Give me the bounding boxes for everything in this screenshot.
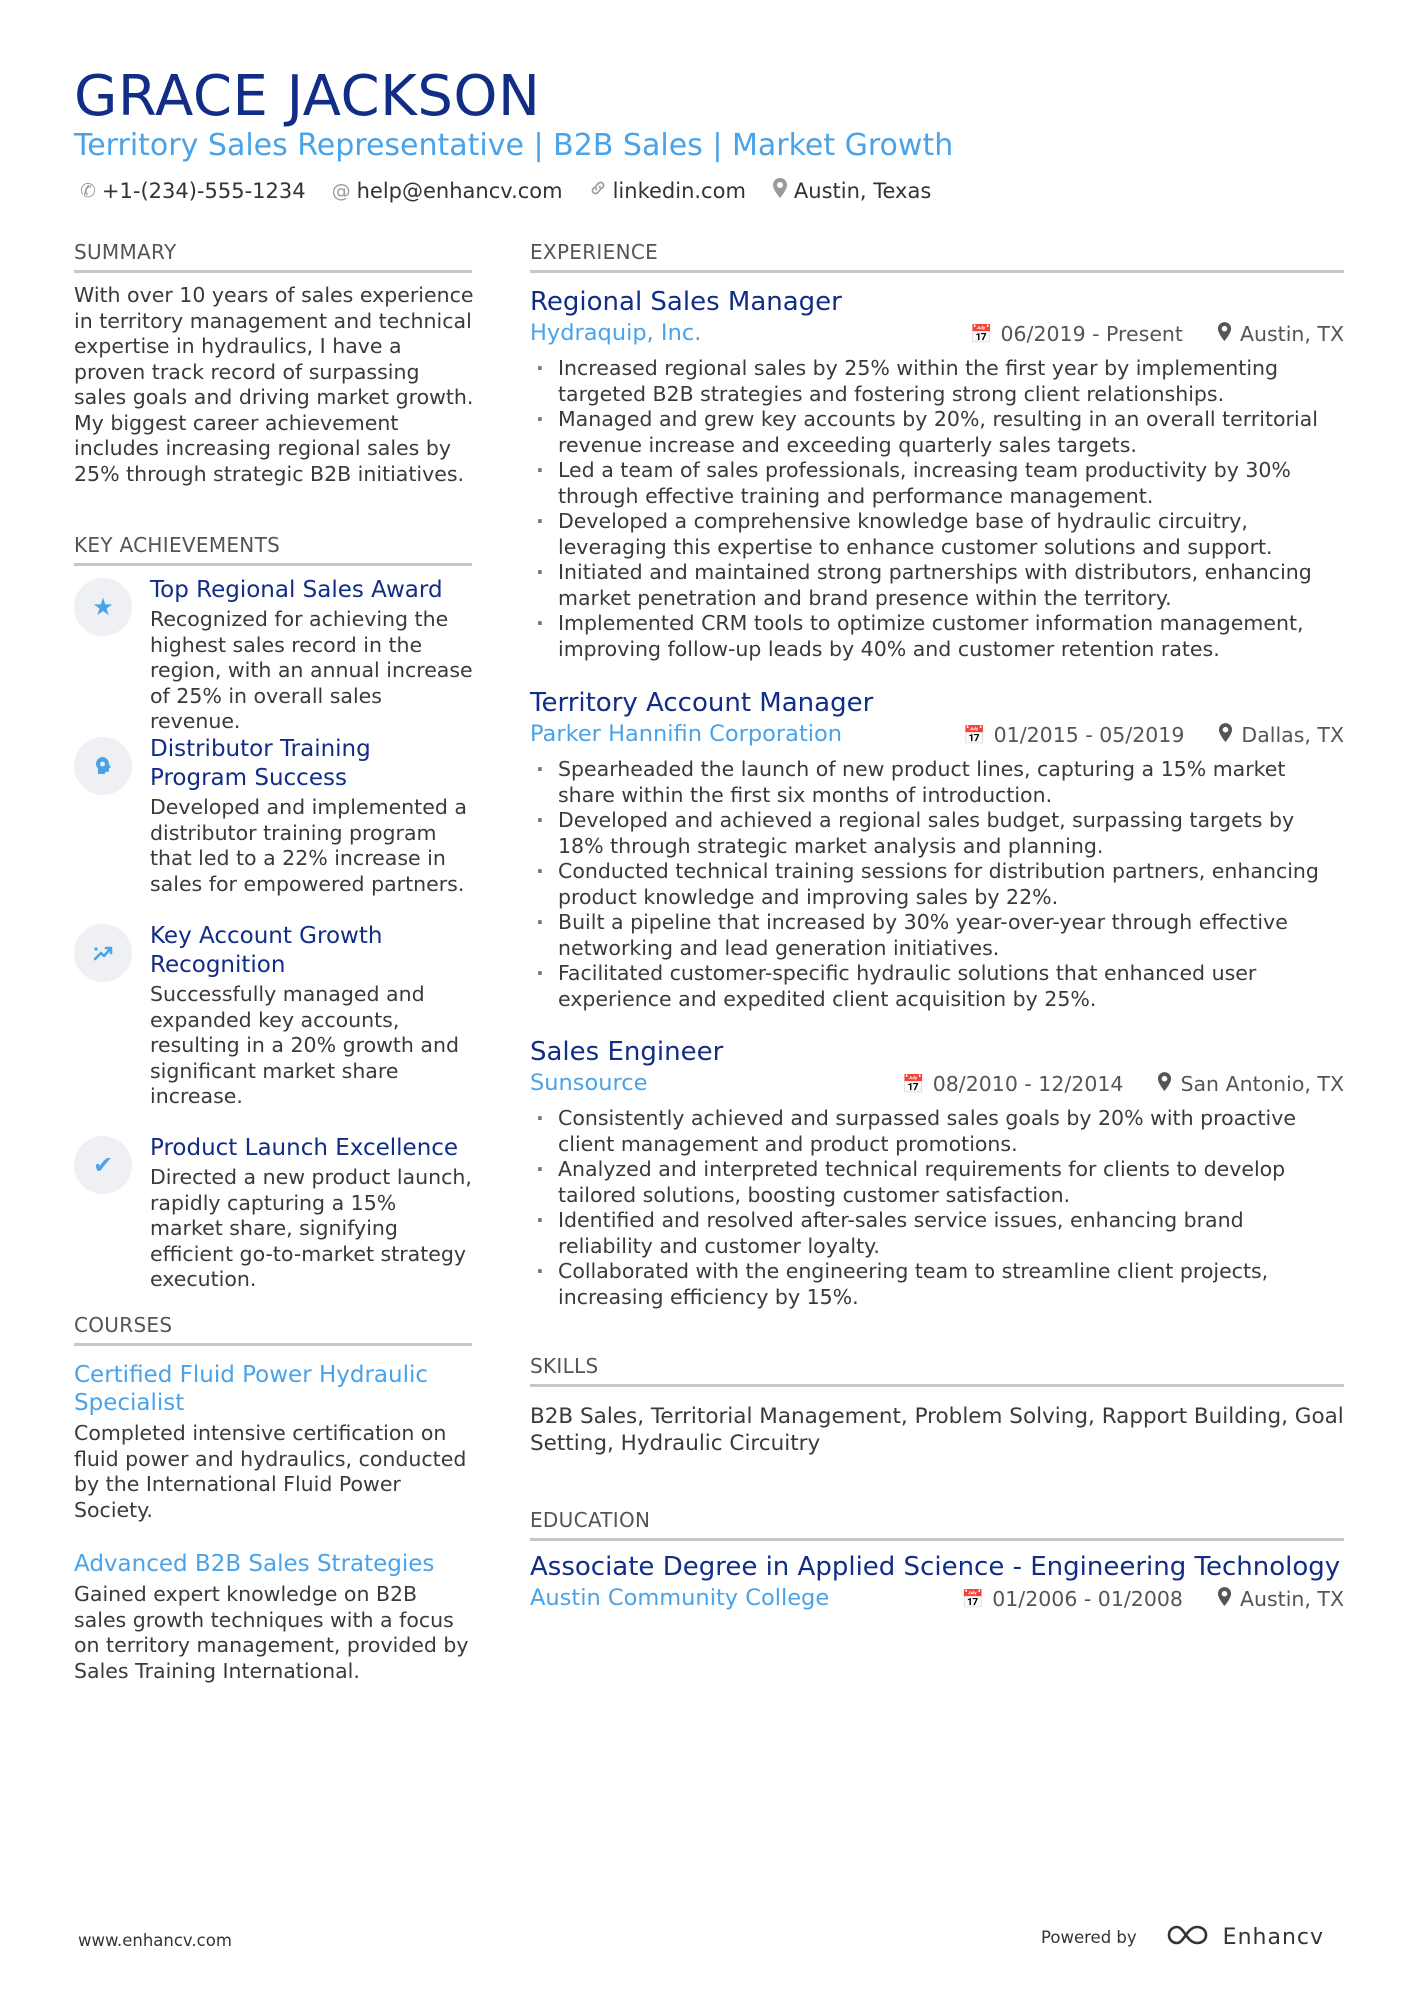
education-heading: EDUCATION (530, 1508, 1344, 1541)
link-icon (589, 179, 607, 202)
job-bullet: · Analyzed and interpreted technical requirements for clients to develop tailored solutions, boosting customer satisfaction. (530, 1157, 1344, 1208)
job-bullet: · Initiated and maintained strong partnerships with distributors, enhancing market penetration and brand presence within the territory. (530, 560, 1344, 611)
experience-heading: EXPERIENCE (530, 240, 1344, 273)
job-title: Sales Engineer (530, 1037, 724, 1067)
job-bullet: · Spearheaded the launch of new product lines, capturing a 15% market share within the first six months of introduction. (530, 757, 1344, 808)
course-item (74, 1550, 474, 1684)
courses-heading: COURSES (74, 1313, 472, 1346)
job-bullet: · Consistently achieved and surpassed sales goals by 20% with proactive client management and product promotions. (530, 1106, 1344, 1157)
phone-text: +1-(234)-555-1234 (101, 178, 306, 203)
calendar-icon: 📅 (970, 323, 993, 345)
enhancv-logo-icon (1165, 1922, 1213, 1952)
phone-icon: ✆ (80, 179, 96, 202)
job-location: Austin, TX (1239, 322, 1344, 346)
course-title: Advanced B2B Sales Strategies (74, 1551, 435, 1577)
education-entry (530, 1551, 1344, 1621)
location-pin-icon (1217, 1587, 1232, 1611)
experience-entry (530, 286, 1344, 662)
job-bullet: · Identified and resolved after-sales service issues, enhancing brand reliability and customer loyalty. (530, 1208, 1344, 1259)
linkedin-text: linkedin.com (612, 178, 746, 203)
head-brain-icon (74, 737, 132, 795)
experience-entry (530, 687, 1344, 1012)
footer-branding[interactable] (1041, 1922, 1324, 1952)
achievement-desc: Recognized for achieving the highest sales record in the region, with an annual increase of 25% in overall sales revenue. (150, 607, 473, 733)
contact-bar (80, 178, 957, 203)
company-name: Parker Hannifin Corporation (530, 721, 843, 747)
education-dates: 01/2006 - 01/2008 (992, 1587, 1183, 1611)
job-bullet: · Led a team of sales professionals, increasing team productivity by 30% through effective training and performance management. (530, 458, 1344, 509)
summary-text: With over 10 years of sales experience in territory management and technical expertise in hydraulics, I have a proven track record of surpassing sales goals and driving market growth. My biggest career achievement includes increasing regional sales by 25% through strategic B2B initiatives. (74, 283, 474, 486)
job-dates: 01/2015 - 05/2019 (993, 723, 1185, 747)
location-pin-icon (772, 178, 788, 203)
footer-website[interactable]: www.enhancv.com (78, 1931, 232, 1950)
achievement-title: Product Launch Excellence (150, 1135, 459, 1161)
job-bullet: · Implemented CRM tools to optimize customer information management, improving follow-up leads by 40% and customer retention rates. (530, 611, 1344, 662)
job-bullet: · Conducted technical training sessions for distribution partners, enhancing product knowledge and improving sales by 22%. (530, 859, 1344, 910)
job-dates: 06/2019 - Present (1000, 322, 1183, 346)
education-location: Austin, TX (1239, 1587, 1344, 1611)
course-item (74, 1361, 474, 1523)
course-title: Certified Fluid Power Hydraulic Specialist (74, 1362, 429, 1416)
job-bullet: · Developed a comprehensive knowledge base of hydraulic circuitry, leveraging this expertise to enhance customer solutions and support. (530, 509, 1344, 560)
candidate-name: GRACE JACKSON (74, 64, 541, 129)
job-title: Territory Account Manager (530, 688, 874, 718)
job-bullets (530, 356, 1344, 662)
candidate-headline: Territory Sales Representative | B2B Sales | Market Growth (74, 128, 954, 163)
summary-heading: SUMMARY (74, 240, 472, 273)
at-icon: @ (331, 179, 351, 202)
achievement-title: Key Account Growth Recognition (150, 923, 383, 978)
job-bullets (530, 757, 1344, 1012)
email-text: help@enhancv.com (356, 178, 563, 203)
job-dates: 08/2010 - 12/2014 (932, 1072, 1124, 1096)
checkmark-icon: ✔ (74, 1136, 132, 1194)
experience-entry (530, 1036, 1344, 1310)
skills-text: B2B Sales, Territorial Management, Problem Solving, Rapport Building, Goal Setting, Hydraulic Circuitry (530, 1404, 1344, 1456)
calendar-icon: 📅 (963, 724, 986, 746)
calendar-icon: 📅 (902, 1073, 925, 1095)
job-bullet: · Managed and grew key accounts by 20%, resulting in an overall territorial revenue increase and exceeding quarterly sales targets. (530, 407, 1344, 458)
calendar-icon: 📅 (961, 1588, 985, 1610)
job-bullet: · Built a pipeline that increased by 30% year-over-year through effective networking and lead generation initiatives. (530, 910, 1344, 961)
achievements-heading: KEY ACHIEVEMENTS (74, 533, 472, 566)
job-bullet: · Developed and achieved a regional sales budget, surpassing targets by 18% through strategic market analysis and planning. (530, 808, 1344, 859)
location-text: Austin, Texas (793, 178, 932, 203)
company-name: Sunsource (530, 1070, 648, 1096)
job-location: San Antonio, TX (1180, 1072, 1344, 1096)
job-bullet: · Increased regional sales by 25% within the first year by implementing targeted B2B strategies and fostering strong client relationships. (530, 356, 1344, 407)
job-title: Regional Sales Manager (530, 287, 842, 317)
job-bullet: · Collaborated with the engineering team to streamline client projects, increasing efficiency by 15%. (530, 1259, 1344, 1310)
contact-email[interactable] (332, 179, 563, 203)
job-bullet: · Facilitated customer-specific hydraulic solutions that enhanced user experience and expedited client acquisition by 25%. (530, 961, 1344, 1012)
course-desc: Completed intensive certification on fluid power and hydraulics, conducted by the International Fluid Power Society. (74, 1421, 467, 1522)
star-icon: ★ (74, 578, 132, 636)
achievement-desc: Directed a new product launch, rapidly capturing a 15% market share, signifying efficient go-to-market strategy execution. (150, 1165, 472, 1291)
company-name: Hydraquip, Inc. (530, 320, 702, 346)
job-location: Dallas, TX (1241, 723, 1344, 747)
achievement-title: Top Regional Sales Award (150, 577, 443, 603)
location-pin-icon (1218, 723, 1233, 747)
skills-heading: SKILLS (530, 1354, 1344, 1387)
location-pin-icon (1157, 1072, 1172, 1096)
contact-linkedin[interactable] (589, 179, 746, 203)
achievement-desc: Successfully managed and expanded key accounts, resulting in a 20% growth and significant market share increase. (150, 982, 459, 1108)
powered-by-label: Powered by (1041, 1927, 1137, 1947)
achievement-title: Distributor Training Program Success (150, 736, 371, 791)
contact-phone[interactable] (80, 179, 306, 203)
school-name: Austin Community College (530, 1585, 830, 1611)
location-pin-icon (1217, 322, 1232, 346)
course-desc: Gained expert knowledge on B2B sales growth techniques with a focus on territory management, provided by Sales Training International. (74, 1582, 469, 1683)
growth-arrow-icon (74, 924, 132, 982)
achievement-desc: Developed and implemented a distributor training program that led to a 22% increase in sales for empowered partners. (150, 795, 467, 896)
degree-title: Associate Degree in Applied Science - Engineering Technology (530, 1552, 1341, 1582)
brand-name: Enhancv (1222, 1924, 1324, 1950)
job-bullets (530, 1106, 1344, 1310)
contact-location (772, 178, 931, 203)
